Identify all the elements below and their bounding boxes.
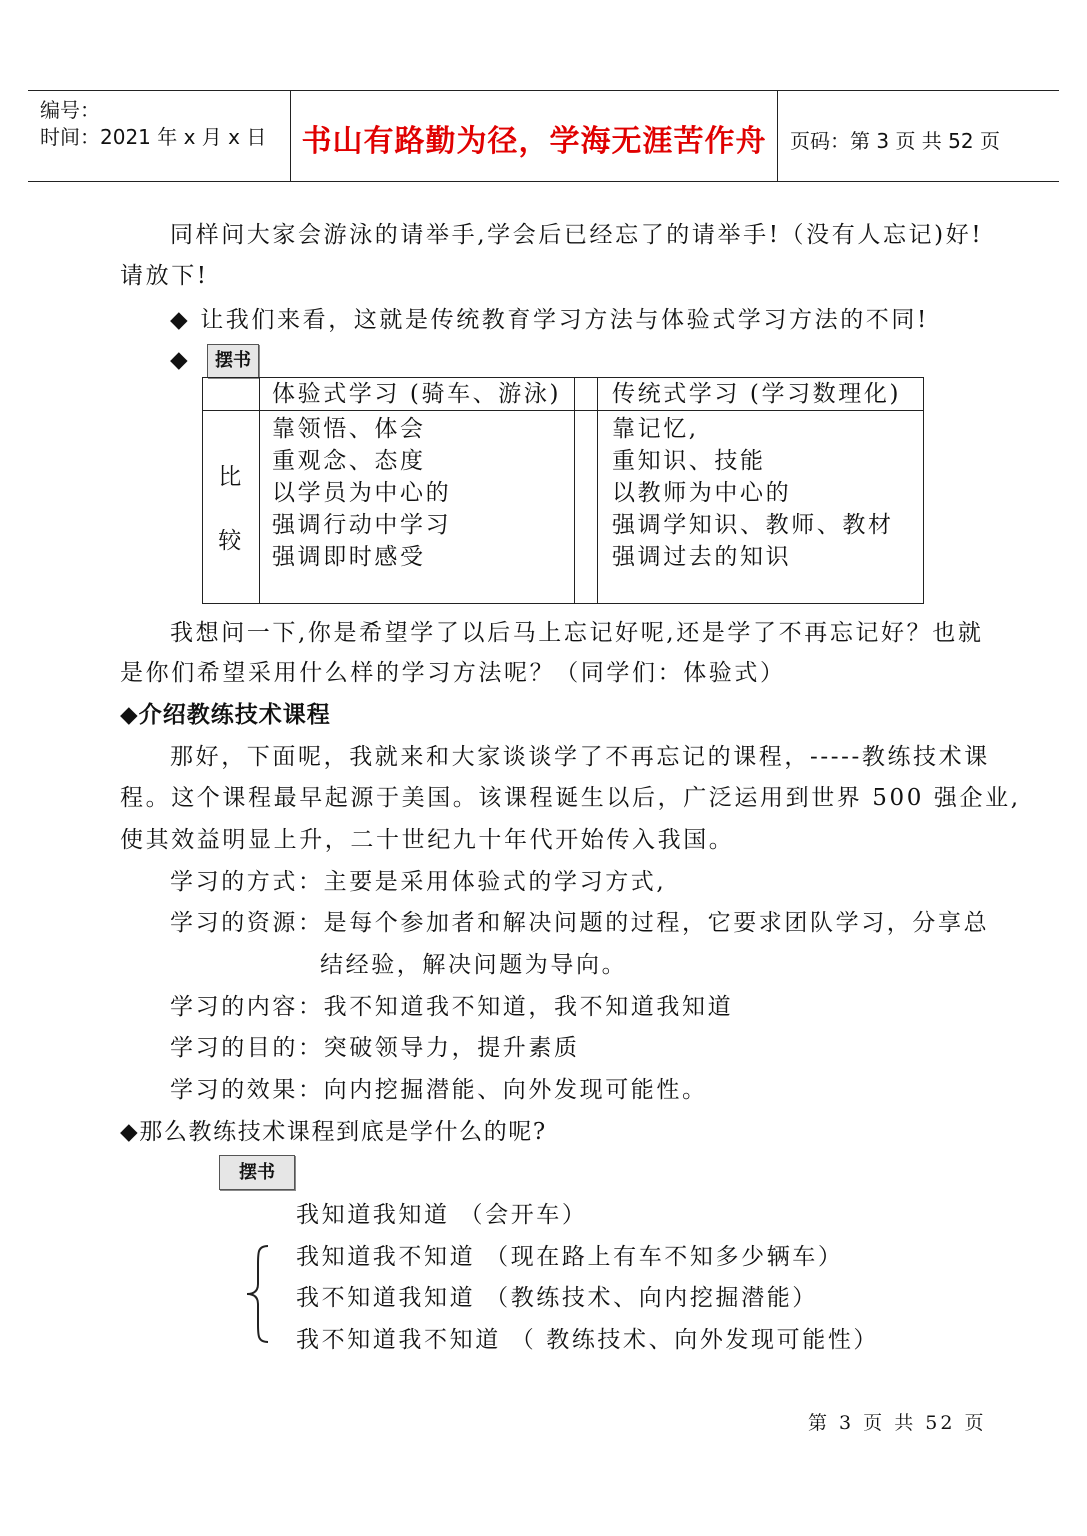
- paragraph-line: 请放下!: [120, 263, 209, 289]
- table-spacer-cell: [575, 411, 598, 604]
- comparison-table: [202, 377, 924, 604]
- knowledge-line: 我知道我知道 （会开车）: [296, 1202, 588, 1228]
- paragraph-line: 那好，下面呢，我就来和大家谈谈学了不再忘记的课程，-----教练技术课: [170, 744, 990, 770]
- table-corner-cell: [203, 378, 260, 411]
- header-top-rule: [28, 90, 1059, 91]
- learning-effect-line: 学习的效果：向内挖掘潜能、向外发现可能性。: [170, 1077, 708, 1103]
- paragraph-line: 我想问一下,你是希望学了以后马上忘记好呢,还是学了不再忘记好？也就: [170, 620, 984, 646]
- table-cell-experiential: [260, 411, 575, 604]
- header-number-label: 编号：: [40, 98, 100, 122]
- list-item: 重知识、技能: [612, 448, 766, 474]
- section-heading: ◆介绍教练技术课程: [120, 702, 331, 728]
- knowledge-line: 我不知道我知道 （教练技术、向内挖掘潜能）: [296, 1285, 818, 1311]
- row-label-char: 较: [218, 528, 244, 554]
- list-item: 强调学知识、教师、教材: [612, 512, 894, 538]
- paragraph-line: 程。这个课程最早起源于美国。该课程诞生以后，广泛运用到世界 500 强企业,: [120, 785, 1021, 811]
- tag-label: 摆书: [207, 344, 259, 378]
- section-heading: ◆那么教练技术课程到底是学什么的呢?: [120, 1119, 547, 1145]
- header-page-label: 页码：第 3 页 共 52 页: [790, 129, 1000, 153]
- list-item: 靠记忆,: [612, 416, 699, 442]
- header-motto: 书山有路勤为径，学海无涯苦作舟: [301, 124, 767, 159]
- row-label-char: 比: [218, 464, 244, 490]
- list-item: 重观念、态度: [272, 448, 426, 474]
- list-item: 靠领悟、体会: [272, 416, 426, 442]
- learning-goal-line: 学习的目的：突破领导力，提升素质: [170, 1035, 580, 1061]
- table-header-traditional: 传统式学习 (学习数理化): [598, 378, 924, 411]
- knowledge-line: 我不知道我不知道 （ 教练技术、向外发现可能性）: [296, 1327, 880, 1353]
- list-item: 强调过去的知识: [612, 544, 792, 570]
- paragraph-line: 是你们希望采用什么样的学习方法呢？（同学们：体验式）: [120, 660, 786, 686]
- header-time-label: 时间：2021 年 x 月 x 日: [40, 125, 267, 149]
- list-item: 强调即时感受: [272, 544, 426, 570]
- page-footer: 第 3 页 共 52 页: [808, 1412, 987, 1434]
- tag-label: 摆书: [219, 1155, 295, 1190]
- table-row-label: [203, 411, 260, 604]
- header-divider-right: [777, 90, 778, 182]
- learning-method-line: 学习的方式：主要是采用体验式的学习方式,: [170, 869, 667, 895]
- learning-content-line: 学习的内容：我不知道我不知道，我不知道我知道: [170, 994, 734, 1020]
- header-divider-left: [290, 90, 291, 182]
- paragraph-line: 使其效益明显上升，二十世纪九十年代开始传入我国。: [120, 827, 735, 853]
- curly-brace-icon: [244, 1244, 274, 1344]
- header-bottom-rule: [28, 181, 1059, 182]
- table-spacer-cell: [575, 378, 598, 411]
- list-item: 以学员为中心的: [272, 480, 452, 506]
- bullet-line: ◆ 让我们来看，这就是传统教育学习方法与体验式学习方法的不同!: [170, 307, 929, 333]
- learning-resource-line: 结经验，解决问题为导向。: [320, 952, 628, 978]
- paragraph-line: 同样问大家会游泳的请举手,学会后已经忘了的请举手!（没有人忘记)好!: [170, 222, 984, 248]
- table-cell-traditional: [598, 411, 924, 604]
- list-item: 以教师为中心的: [612, 480, 792, 506]
- table-header-experiential: 体验式学习 (骑车、游泳): [260, 378, 575, 411]
- list-item: 强调行动中学习: [272, 512, 452, 538]
- knowledge-line: 我知道我不知道 （现在路上有车不知多少辆车）: [296, 1244, 844, 1270]
- learning-resource-line: 学习的资源：是每个参加者和解决问题的过程，它要求团队学习，分享总: [170, 910, 990, 936]
- bullet-mark: ◆: [170, 347, 191, 373]
